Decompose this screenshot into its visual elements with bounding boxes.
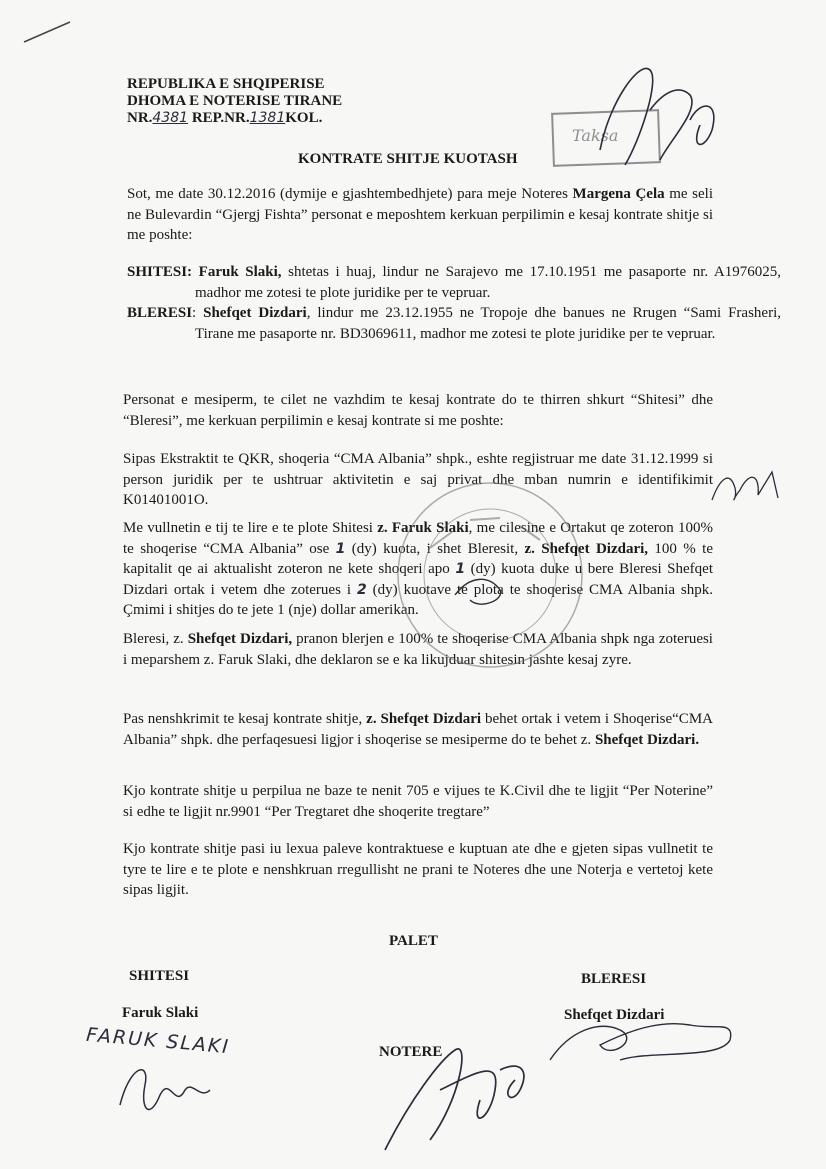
buyer-signature (550, 1024, 731, 1060)
header-republic: REPUBLIKA E SHQIPERISE (127, 76, 325, 92)
kol-label: KOL. (285, 110, 323, 126)
buyer-role: BLERESI (581, 971, 647, 987)
sale-text-3: (dy) kuota, i shet Bleresit, (345, 540, 525, 557)
paragraph-legal-basis: Kjo kontrate shitje u perpilua ne baze te nenit 705 e vijues te K.Civil dhe te ligjit “Per Noterine” si edhe te ligjit nr.9901 “Per Tregtaret dhe shoqerite tregtare” (123, 783, 713, 820)
paragraph-parties: Personat e mesiperm, te cilet ne vazhdim te kesaj kontrate do te thirren shkurt “Shitesi” dhe “Bleresi”, me kerkuan perpilimin e kesaj kontrate si me poshte: (123, 392, 713, 429)
buyer-printed-name: Shefqet Dizdari (564, 1007, 665, 1023)
ownership-text-2: behet ortak i vetem i Shoqerise“CMA Albania” shpk. dhe perfaqesuesi ligjor i shoqerise se mesiperme do te behet z. (123, 711, 713, 748)
seller-role: SHITESI (129, 968, 190, 984)
sale-quota-2: 1 (455, 561, 466, 577)
seller-text: shtetas i huaj, lindur ne Sarajevo me 17.10.1951 me pasaporte nr. A1976025, madhor me zotesi te plote juridike per te vepruar. (195, 264, 781, 301)
buyer-sep: : (192, 305, 204, 321)
sale-quota-1: 1 (335, 540, 346, 557)
sale-text-4: 100 % te kapitalit qe ai aktualisht zoteron ne kete shoqeri apo (123, 540, 713, 577)
rep-value: 1381 (249, 110, 286, 126)
nr-label: NR. (127, 110, 153, 126)
seller-printed-name: Faruk Slaki (122, 1005, 199, 1021)
notary-role: NOTERE (379, 1044, 443, 1060)
buyer-name: Shefqet Dizdari (203, 305, 307, 321)
sale-text-5: (dy) kuota duke u bere Bleresi Shefqet Dizdari ortak i vetem dhe zoterues i (123, 561, 713, 598)
intro-text-1: Sot, me date 30.12.2016 (dymije e gjashtembedhjete) para meje Noteres (127, 186, 573, 202)
seal-inner-ring (424, 509, 556, 641)
header-chamber: DHOMA E NOTERISE TIRANE (127, 93, 343, 109)
paragraph-closing: Kjo kontrate shitje pasi iu lexua paleve kontraktuese e kuptuan ate dhe e gjeten sipas vullnetit te tyre te lire e te plote e nenshkruan rregullisht ne prani te Noteres dhe une Noterja e vertetoj kete sipas ligjit. (123, 841, 713, 898)
notary-signature-bottom (385, 1049, 524, 1150)
buyer-text: , lindur me 23.12.1955 ne Tropoje dhe banues ne Rrugen “Sami Frasheri, Tirane me pasaporte nr. BD3069611, madhor me zotesi te plote juridike per te vepruar. (195, 305, 781, 342)
tax-stamp (552, 110, 660, 166)
paragraph-registration: Sipas Ekstraktit te QKR, shoqeria “CMA Albania” shpk., eshte regjistruar me date 31.12.1999 si person juridik per te ushtruar aktivitetin e saj privat dhe mban numrin e identifikimit K01401001O. (123, 451, 713, 508)
margin-initials (712, 472, 778, 500)
seller-label: SHITESI: (127, 264, 193, 280)
seal-outer-ring (398, 483, 582, 667)
sale-seller-name: z. Faruk Slaki (377, 520, 469, 536)
document-title: KONTRATE SHITJE KUOTASH (298, 151, 518, 167)
sale-text-2: , me cilesine e Ortakut qe zoteron 100% te shoqerise “CMA Albania” ose (123, 520, 713, 557)
quota-initial (455, 579, 501, 604)
seller-handwritten-name: FARUK SLAKI (85, 1023, 231, 1059)
purchase-text-2: pranon blerjen e 100% te shoqerise CMA Albania shpk nga zoteruesi i meparshem z. Faruk Slaki, dhe deklaron se e ka likujduar shitesin jashte kesaj zyre. (123, 631, 713, 668)
parties-heading: PALET (389, 933, 438, 949)
nr-value: 4381 (152, 110, 189, 126)
rep-label: REP.NR. (191, 110, 250, 126)
tax-stamp-label: Taksa (572, 126, 619, 145)
seller-name: Faruk Slaki, (198, 264, 282, 280)
corner-pen-stroke (24, 22, 70, 42)
seller-signature (120, 1070, 210, 1110)
purchase-buyer-name: Shefqet Dizdari, (187, 631, 293, 647)
notary-name: Margena Çela (572, 186, 665, 202)
seal-lettering (430, 518, 540, 548)
sale-text-1: Me vullnetin e tij te lire e te plote Shitesi (123, 520, 378, 536)
sale-quota-3: 2 (356, 581, 367, 598)
ownership-text-1: Pas nenshkrimit te kesaj kontrate shitje, (123, 711, 367, 727)
ownership-name-2: Shefqet Dizdari. (594, 731, 700, 748)
notary-seal (398, 483, 582, 667)
purchase-text-1: Bleresi, z. (123, 631, 188, 647)
sale-text-6: (dy) kuotave te plota te shoqerise CMA Albania shpk. Çmimi i shitjes do te jete 1 (nje) dollar amerikan. (123, 581, 713, 618)
buyer-label: BLERESI (127, 305, 193, 321)
intro-text-2: me seli ne Bulevardin “Gjergj Fishta” personat e meposhtem kerkuan perpilimin e kesaj kontrate shitje si me poshte: (127, 186, 713, 243)
ownership-name-1: z. Shefqet Dizdari (366, 711, 482, 727)
notary-signature-top (600, 68, 714, 165)
sale-buyer-name: z. Shefqet Dizdari, (524, 540, 649, 557)
